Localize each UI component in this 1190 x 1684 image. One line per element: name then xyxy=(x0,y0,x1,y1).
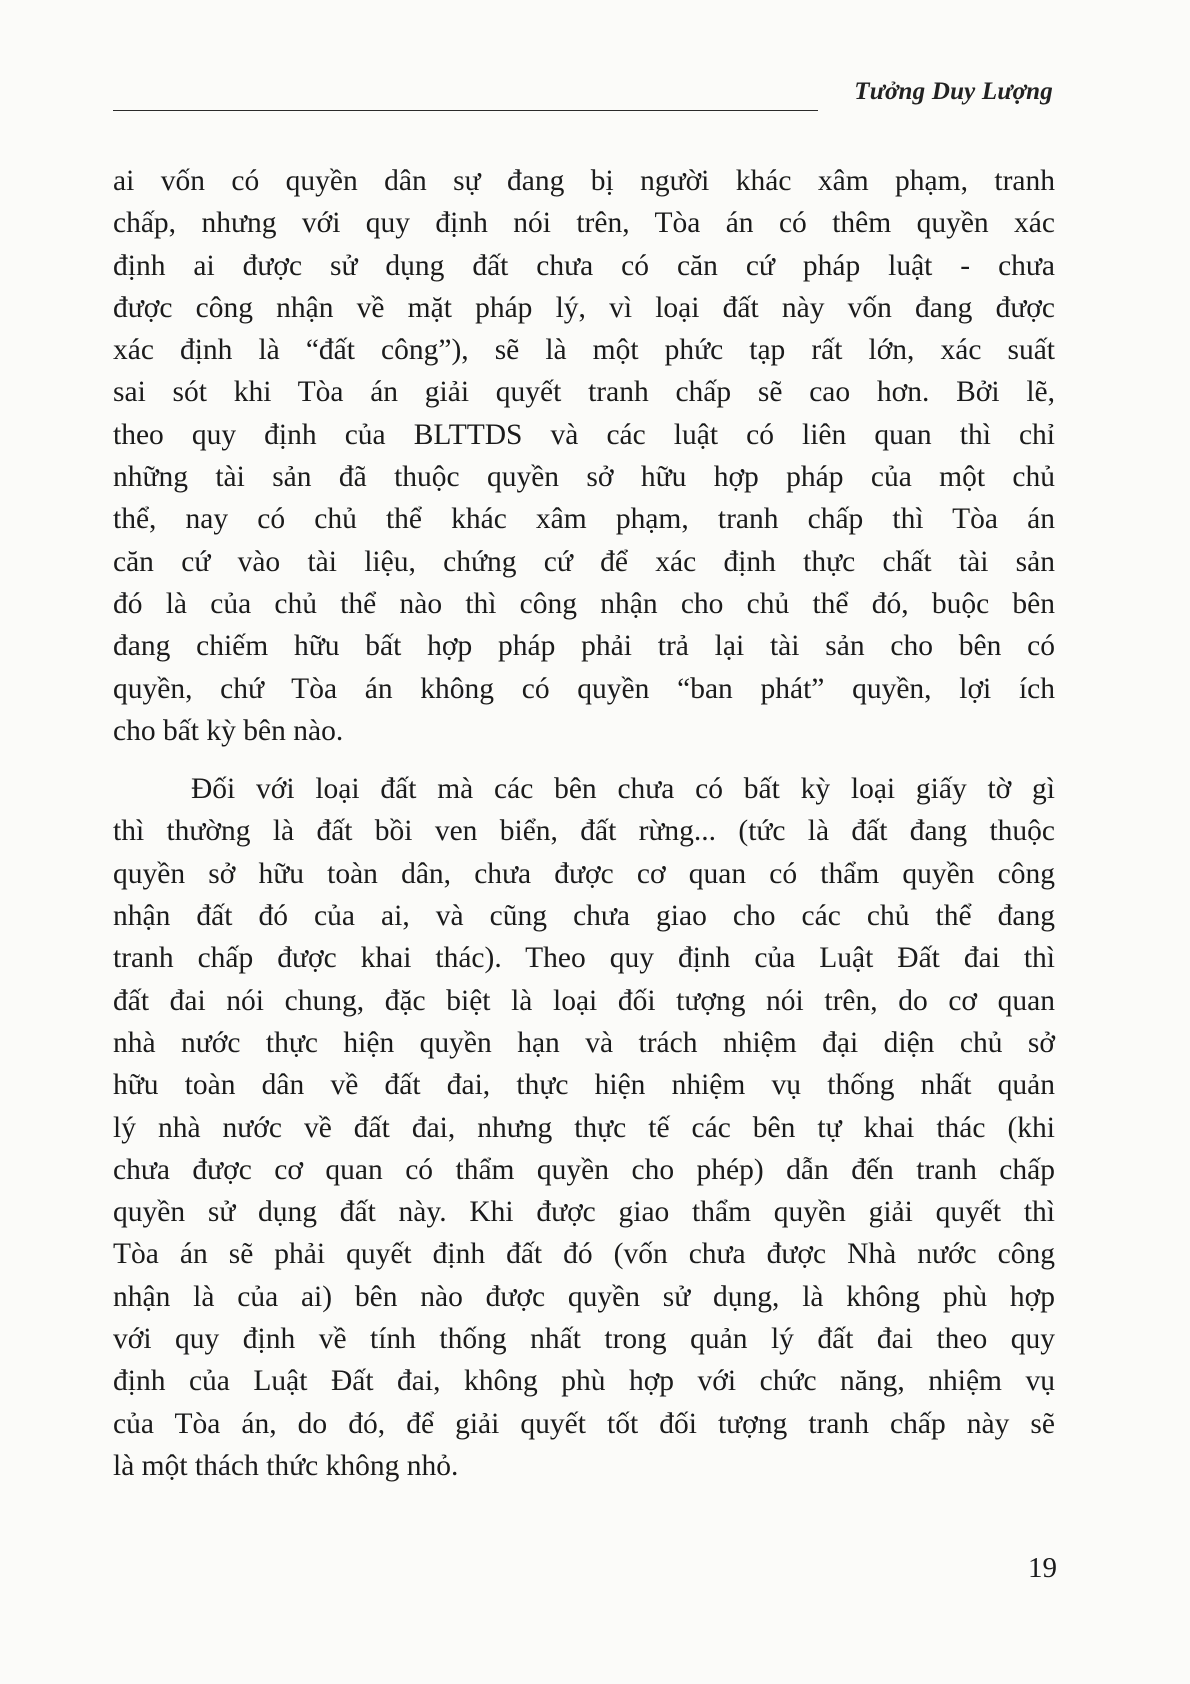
header-author: Tưởng Duy Lượng xyxy=(854,78,1053,105)
text-line: định của Luật Đất đai, không phù hợp với chức năng, nhiệm vụ xyxy=(113,1365,1055,1398)
text-line: chưa được cơ quan có thẩm quyền cho phép) dẫn đến tranh chấp xyxy=(113,1153,1055,1186)
text-line: của Tòa án, do đó, để giải quyết tốt đối tượng tranh chấp này sẽ xyxy=(113,1407,1055,1440)
text-line: định ai được sử dụng đất chưa có căn cứ pháp luật - chưa xyxy=(113,249,1055,282)
text-line: xác định là “đất công”), sẽ là một phức tạp rất lớn, xác suất xyxy=(113,334,1055,367)
text-line: lý nhà nước về đất đai, nhưng thực tế các bên tự khai thác (khi xyxy=(113,1111,1055,1144)
text-line: thể, nay có chủ thể khác xâm phạm, tranh chấp thì Tòa án xyxy=(113,503,1055,536)
text-line: ai vốn có quyền dân sự đang bị người khác xâm phạm, tranh xyxy=(113,165,1055,197)
text-line: sai sót khi Tòa án giải quyết tranh chấp sẽ cao hơn. Bởi lẽ, xyxy=(113,376,1055,409)
text-line: đang chiếm hữu bất hợp pháp phải trả lại tài sản cho bên có xyxy=(113,630,1055,663)
text-line: nhận đất đó của ai, và cũng chưa giao cho các chủ thể đang xyxy=(113,900,1055,933)
text-line: chấp, nhưng với quy định nói trên, Tòa án có thêm quyền xác xyxy=(113,207,1055,240)
text-line: được công nhận về mặt pháp lý, vì loại đất này vốn đang được xyxy=(113,291,1055,324)
text-line: đất đai nói chung, đặc biệt là loại đối tượng nói trên, do cơ quan xyxy=(113,984,1055,1017)
text-line: hữu toàn dân về đất đai, thực hiện nhiệm vụ thống nhất quản xyxy=(113,1069,1055,1102)
text-line: với quy định về tính thống nhất trong quản lý đất đai theo quy xyxy=(113,1323,1055,1356)
body-text xyxy=(113,160,1055,1487)
text-line: Đối với loại đất mà các bên chưa có bất kỳ loại giấy tờ gì xyxy=(191,773,1055,806)
text-line: những tài sản đã thuộc quyền sở hữu hợp pháp của một chủ xyxy=(113,461,1055,494)
text-line: là một thách thức không nhỏ. xyxy=(113,1449,459,1482)
text-line: nhận là của ai) bên nào được quyền sử dụng, là không phù hợp xyxy=(113,1280,1055,1313)
text-line: quyền, chứ Tòa án không có quyền “ban phát” quyền, lợi ích xyxy=(113,672,1055,705)
text-line: thì thường là đất bồi ven biển, đất rừng... (tức là đất đang thuộc xyxy=(113,815,1055,848)
text-line: nhà nước thực hiện quyền hạn và trách nhiệm đại diện chủ sở xyxy=(113,1026,1055,1059)
header-rule xyxy=(113,110,818,111)
text-line: theo quy định của BLTTDS và các luật có liên quan thì chỉ xyxy=(113,418,1055,451)
paragraph-spacer xyxy=(113,752,1055,768)
running-header xyxy=(113,78,1055,114)
paragraph-2 xyxy=(113,768,1055,1487)
page-number: 19 xyxy=(1028,1552,1057,1584)
paragraph-1 xyxy=(113,160,1055,752)
text-line: căn cứ vào tài liệu, chứng cứ để xác định thực chất tài sản xyxy=(113,545,1055,578)
text-line: quyền sử dụng đất này. Khi được giao thẩm quyền giải quyết thì xyxy=(113,1196,1055,1229)
text-line: cho bất kỳ bên nào. xyxy=(113,714,344,747)
text-line: quyền sở hữu toàn dân, chưa được cơ quan có thẩm quyền công xyxy=(113,857,1055,890)
text-line: Tòa án sẽ phải quyết định đất đó (vốn chưa được Nhà nước công xyxy=(113,1238,1055,1271)
text-line: đó là của chủ thể nào thì công nhận cho chủ thể đó, buộc bên xyxy=(113,587,1055,620)
text-line: tranh chấp được khai thác). Theo quy định của Luật Đất đai thì xyxy=(113,942,1055,975)
